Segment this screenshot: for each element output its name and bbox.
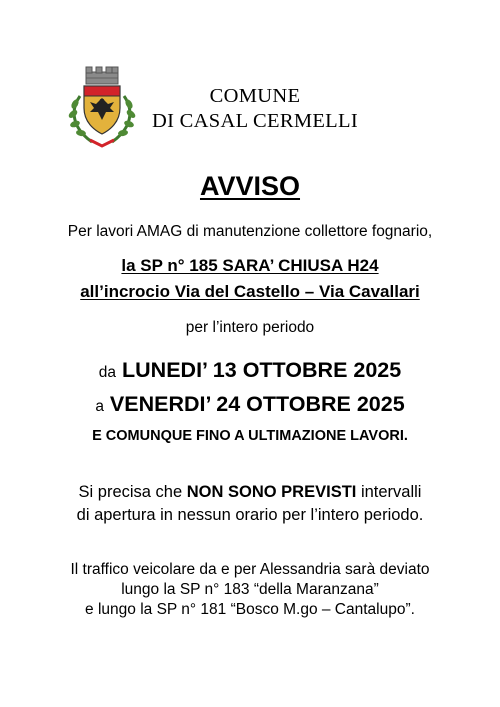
comune-name-line2: DI CASAL CERMELLI	[152, 110, 358, 132]
end-date-prefix: a	[95, 398, 104, 415]
period-text: per l’intero periodo	[185, 319, 315, 336]
comune-name	[140, 84, 370, 134]
header	[0, 62, 500, 152]
intro-text: Per lavori AMAG di manutenzione collettore fognario,	[67, 223, 433, 240]
clarification-before: Si precisa che	[78, 483, 187, 501]
clarification-after: intervalli	[356, 483, 422, 501]
start-date-prefix: da	[98, 364, 117, 381]
end-date: VENERDI’ 24 OTTOBRE 2025	[109, 392, 405, 416]
clarification-line1	[0, 481, 500, 503]
traffic-line2: lungo la SP n° 183 “della Maranzana”	[121, 581, 379, 598]
road-closure-line: la SP n° 185 SARA’ CHIUSA H24	[121, 256, 379, 275]
clarification-line2: di apertura in nessun orario per l’intero periodo.	[76, 506, 424, 524]
intersection-line: all’incrocio Via del Castello – Via Cavallari	[80, 282, 420, 301]
until-completion-text: E COMUNQUE FINO A ULTIMAZIONE LAVORI.	[92, 428, 408, 444]
comune-name-line1: COMUNE	[209, 85, 301, 107]
traffic-line1: Il traffico veicolare da e per Alessandria sarà deviato	[70, 561, 430, 578]
start-date: LUNEDI’ 13 OTTOBRE 2025	[122, 358, 402, 382]
traffic-line3: e lungo la SP n° 181 “Bosco M.go – Cantalupo”.	[85, 601, 415, 618]
notice-title: AVVISO	[199, 171, 301, 201]
municipal-coat-of-arms-icon	[66, 62, 138, 148]
start-date-line	[0, 356, 500, 387]
clarification-emphasis: NON SONO PREVISTI	[186, 483, 357, 501]
end-date-line	[0, 390, 500, 421]
